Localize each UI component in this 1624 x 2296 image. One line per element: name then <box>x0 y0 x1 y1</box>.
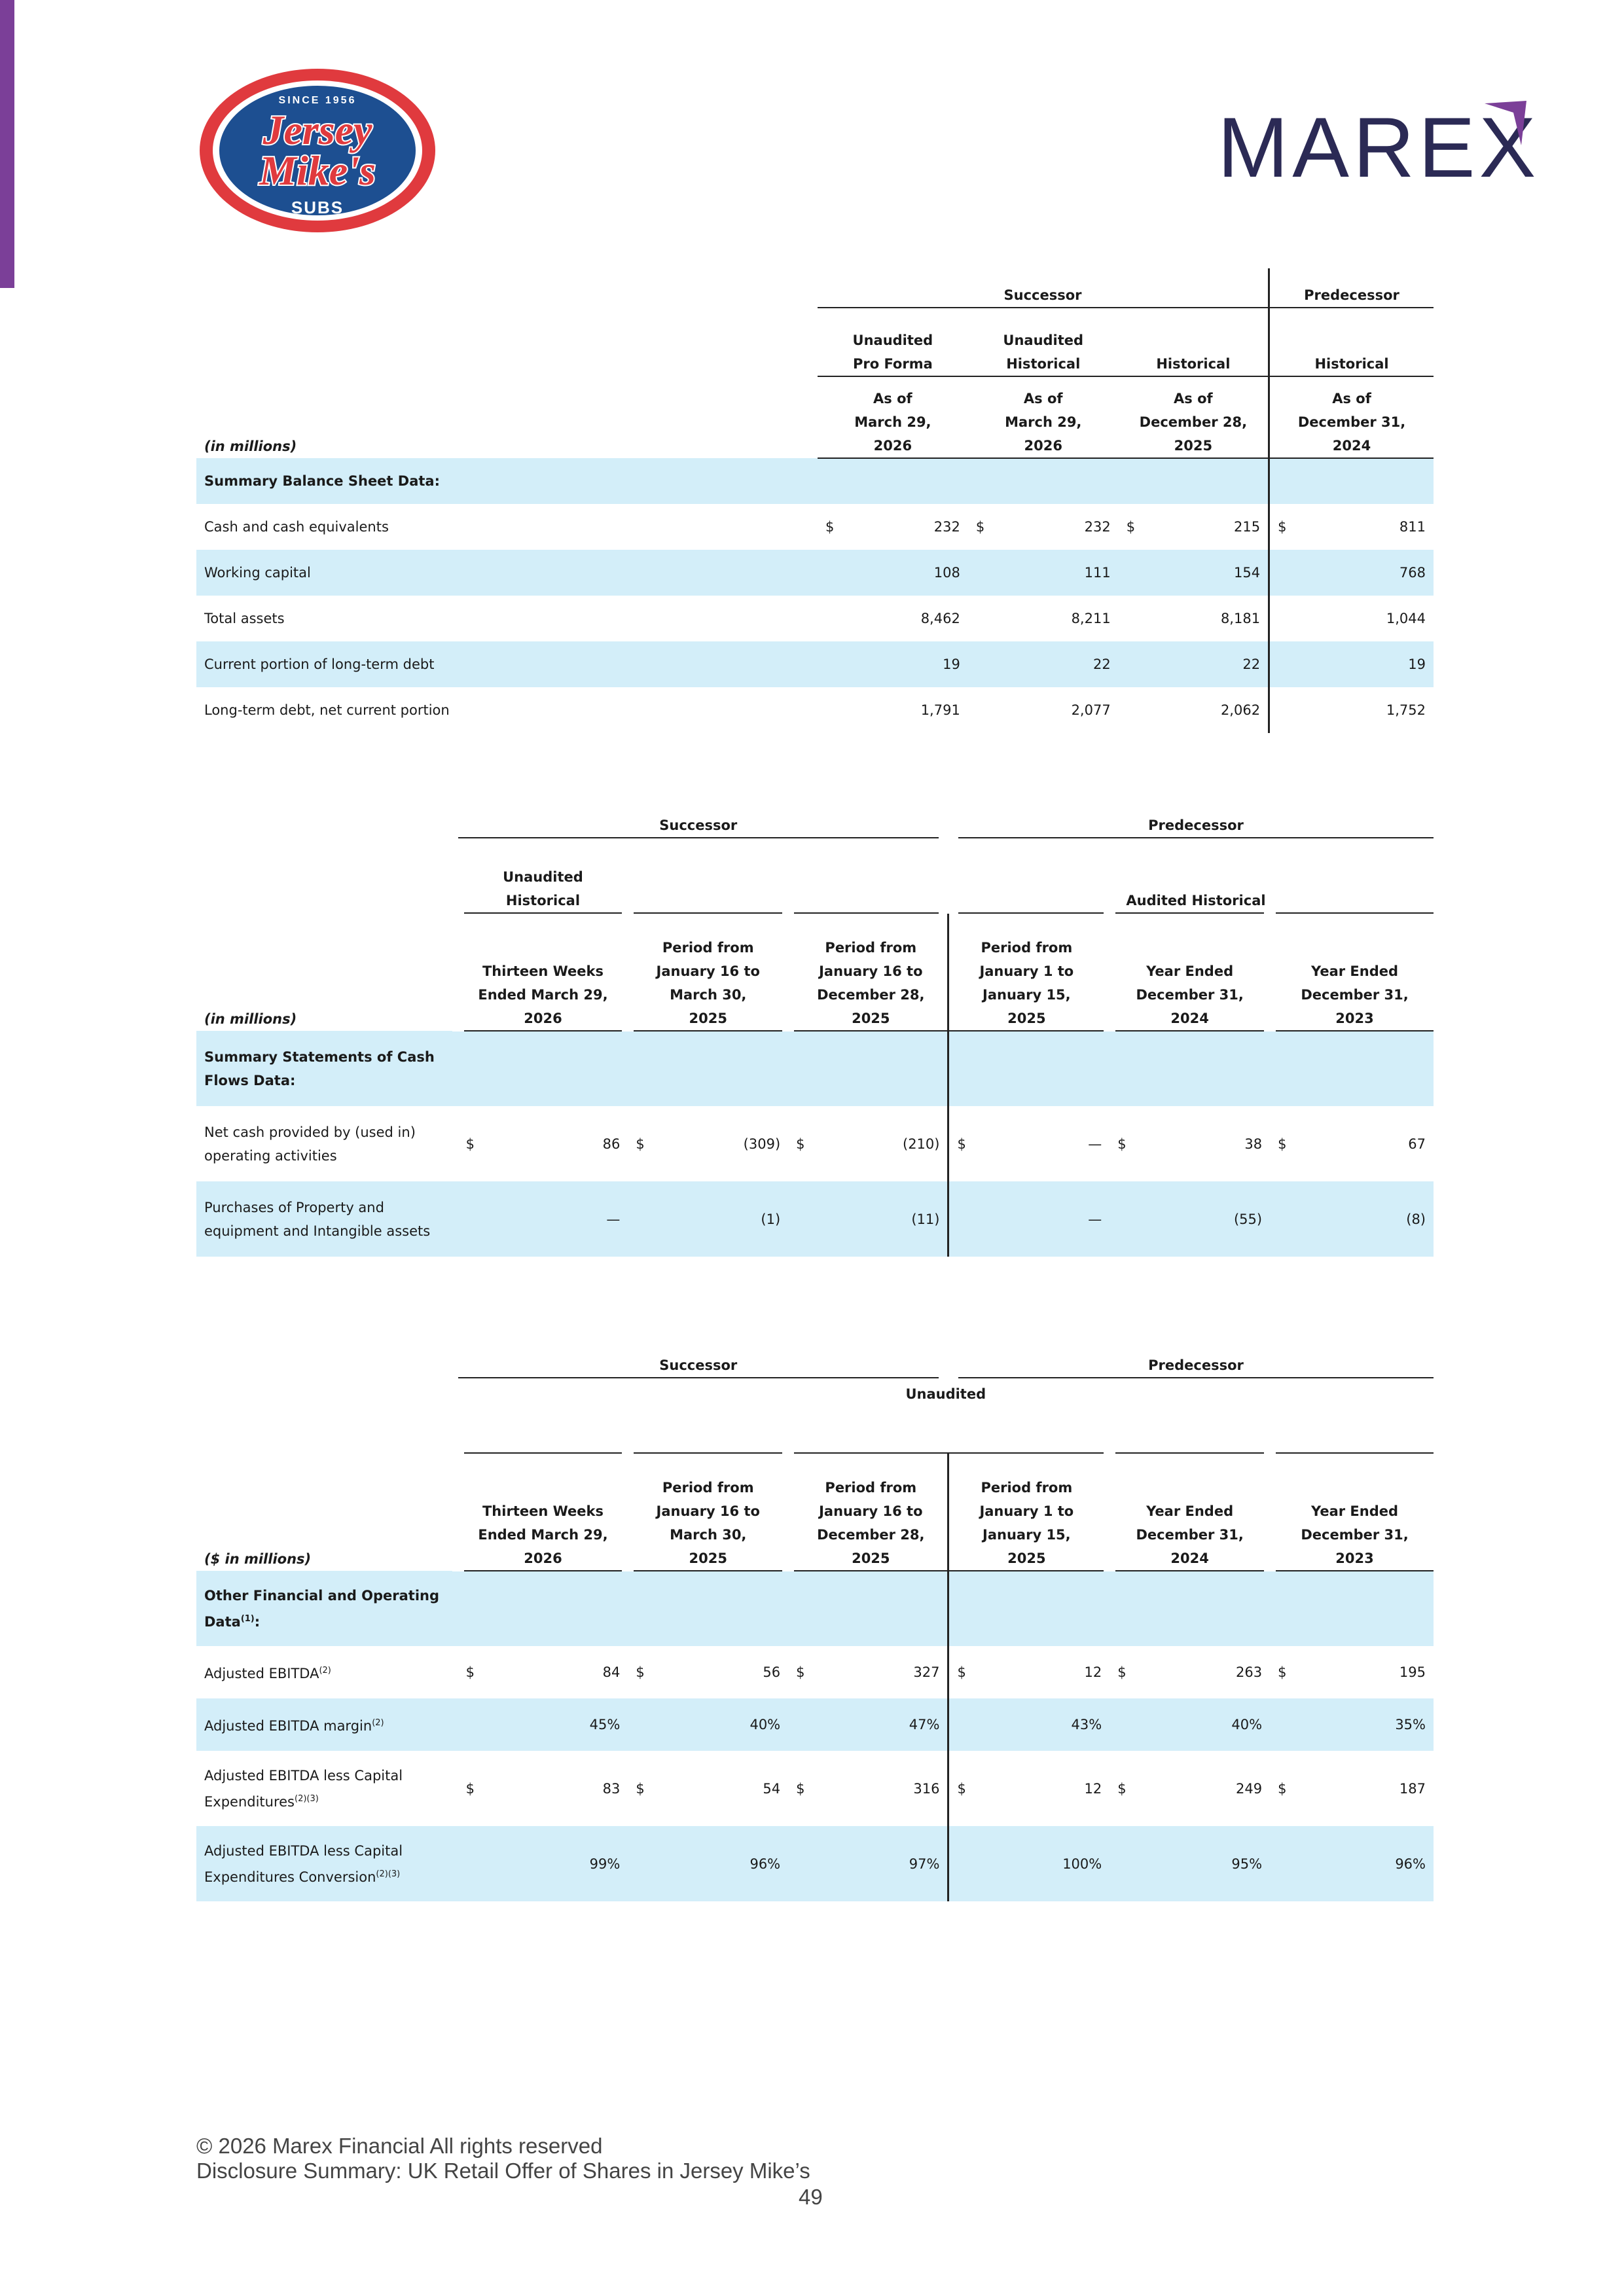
table-row <box>196 1826 1434 1901</box>
value-cell: 99% <box>478 1826 628 1901</box>
cash-flows-table <box>196 798 1434 1257</box>
value-cell: 215 <box>1233 519 1261 535</box>
column-header-row <box>196 913 1434 1031</box>
empty-cell <box>1290 458 1434 504</box>
row-label: Cash and cash equivalents <box>204 519 389 535</box>
dollar-sign: $ <box>825 519 835 535</box>
dollar-sign: $ <box>636 1780 645 1797</box>
footnote-ref: (2) <box>372 1718 384 1728</box>
empty-cell <box>788 1571 808 1646</box>
dollar-sign <box>1110 1181 1129 1257</box>
group-successor: Successor <box>818 268 1269 308</box>
value-cell: 84 <box>602 1664 621 1680</box>
type-header-row <box>196 308 1434 376</box>
value-cell: 38 <box>1244 1136 1263 1152</box>
value-cell: — <box>478 1181 628 1257</box>
table-row <box>196 1751 1434 1826</box>
jersey-mikes-logo <box>196 65 439 236</box>
dollar-sign: $ <box>1278 1664 1287 1680</box>
dollar-sign: $ <box>1269 504 1290 550</box>
empty-cell <box>808 1571 948 1646</box>
footnote-ref: (1) <box>240 1613 255 1624</box>
dollar-sign <box>948 1698 969 1751</box>
date-header-row <box>196 376 1434 458</box>
balance-sheet-table <box>196 268 1434 733</box>
row-label: Adjusted EBITDA less Capital Expenditures$^{(2)(3)}$ <box>204 1767 403 1810</box>
column-header: Period from January 16 to March 30, 2025 <box>628 913 788 1031</box>
dollar-sign <box>788 1181 808 1257</box>
value-cell: 811 <box>1399 519 1426 535</box>
spacer <box>196 1338 458 1378</box>
empty-cell <box>478 1571 628 1646</box>
value-cell: 1,791 <box>920 702 960 718</box>
group-successor: Successor <box>458 798 948 838</box>
dollar-sign: $ <box>948 1646 969 1698</box>
marex-wordmark: MAREX <box>1218 99 1540 195</box>
value-cell: 19 <box>1290 641 1434 687</box>
section-row <box>196 458 1434 504</box>
dollar-sign <box>948 1826 969 1901</box>
row-label: Adjusted EBITDA margin$^{(2)}$ <box>196 1698 458 1751</box>
subgroup-header-row <box>196 1378 1434 1453</box>
dollar-sign: $ <box>796 1136 805 1152</box>
empty-cell <box>628 1571 647 1646</box>
other-financial-table <box>196 1338 1434 1901</box>
dollar-sign <box>458 1826 478 1901</box>
spacer <box>196 268 818 308</box>
value-cell: 187 <box>1399 1780 1426 1797</box>
dollar-sign: $ <box>1117 1780 1127 1797</box>
column-header: Year Ended December 31, 2023 <box>1270 1453 1434 1571</box>
empty-cell <box>948 1031 969 1106</box>
footer <box>196 2134 810 2183</box>
empty-cell <box>647 1031 788 1106</box>
value-cell: 249 <box>1235 1780 1263 1797</box>
value-cell: — <box>969 1181 1110 1257</box>
subgroup-all: Unaudited <box>458 1378 1434 1453</box>
accent-side-bar <box>0 0 14 288</box>
empty-cell <box>458 1571 478 1646</box>
value-cell: 8,181 <box>1220 611 1261 626</box>
dollar-sign <box>968 596 988 641</box>
dollar-sign: $ <box>1278 1780 1287 1797</box>
value-cell: 263 <box>1235 1664 1263 1680</box>
table-row <box>196 550 1434 596</box>
column-header: Thirteen Weeks Ended March 29, 2026 <box>458 1453 628 1571</box>
section-row <box>196 1571 1434 1646</box>
empty-cell <box>458 1031 478 1106</box>
dollar-sign <box>1269 641 1290 687</box>
dollar-sign <box>968 687 988 733</box>
dollar-sign <box>628 1181 647 1257</box>
value-cell: 45% <box>478 1698 628 1751</box>
dollar-sign <box>948 1181 969 1257</box>
footnote-ref: (2)(3) <box>295 1793 319 1804</box>
spacer <box>196 838 458 913</box>
section-row <box>196 1031 1434 1106</box>
spacer <box>196 308 818 376</box>
dollar-sign: $ <box>796 1780 805 1797</box>
dollar-sign: $ <box>948 1751 969 1826</box>
unit-label: (in millions) <box>204 1011 297 1027</box>
column-date-header: As of December 28, 2025 <box>1119 376 1269 458</box>
dollar-sign <box>1110 1826 1129 1901</box>
section-title: Summary Balance Sheet Data: <box>196 458 818 504</box>
dollar-sign: $ <box>1117 1136 1127 1152</box>
group-predecessor: Predecessor <box>948 1338 1434 1378</box>
value-cell: 22 <box>1138 641 1269 687</box>
empty-cell <box>1290 1571 1434 1646</box>
dollar-sign <box>458 1181 478 1257</box>
dollar-sign: $ <box>636 1664 645 1680</box>
dollar-sign <box>818 550 837 596</box>
value-cell: (309) <box>743 1136 781 1152</box>
dollar-sign <box>628 1698 647 1751</box>
subgroup-predecessor: Audited Historical <box>948 838 1434 913</box>
dollar-sign: $ <box>1126 519 1136 535</box>
dollar-sign <box>1270 1181 1290 1257</box>
column-type-header: Historical <box>1269 308 1434 376</box>
value-cell: 232 <box>933 519 960 535</box>
column-date-header: As of March 29, 2026 <box>968 376 1119 458</box>
column-header: Year Ended December 31, 2024 <box>1110 1453 1270 1571</box>
row-label: Total assets <box>204 611 285 626</box>
document-title: Disclosure Summary: UK Retail Offer of Shares in Jersey Mike’s <box>196 2159 810 2183</box>
table-row <box>196 1181 1434 1257</box>
value-cell: — <box>1088 1136 1102 1152</box>
value-cell: 108 <box>837 550 968 596</box>
group-header-row <box>196 798 1434 838</box>
row-label: Adjusted EBITDA less Capital Expenditures Conversion$^{(2)(3)}$ <box>196 1826 458 1901</box>
marex-logo <box>1218 98 1540 203</box>
row-label: Working capital <box>196 550 818 596</box>
value-cell: 327 <box>913 1664 940 1680</box>
column-type-header: Unaudited Pro Forma <box>818 308 968 376</box>
value-cell: 19 <box>837 641 968 687</box>
value-cell: 2,062 <box>1220 702 1261 718</box>
table-row <box>196 687 1434 733</box>
value-cell: 12 <box>1084 1780 1102 1797</box>
row-label: Current portion of long-term debt <box>196 641 818 687</box>
table-row <box>196 641 1434 687</box>
empty-cell <box>1110 1571 1129 1646</box>
group-successor: Successor <box>458 1338 948 1378</box>
dollar-sign: $ <box>636 1136 645 1152</box>
value-cell: 56 <box>763 1664 781 1680</box>
dollar-sign: $ <box>465 1136 475 1152</box>
spacer <box>628 838 948 913</box>
table-row <box>196 1646 1434 1698</box>
empty-cell <box>948 1571 969 1646</box>
value-cell: (1) <box>647 1181 788 1257</box>
empty-cell <box>969 1571 1110 1646</box>
value-cell: 40% <box>1129 1698 1270 1751</box>
row-label: Adjusted EBITDA$^{(2)}$ <box>204 1666 331 1681</box>
row-label: Net cash provided by (used in) operating activities <box>204 1124 416 1164</box>
column-header: Year Ended December 31, 2024 <box>1110 913 1270 1031</box>
footnote-ref: (2) <box>319 1666 331 1676</box>
column-header: Period from January 1 to January 15, 2025 <box>948 1453 1110 1571</box>
unit-label: ($ in millions) <box>204 1551 312 1567</box>
table-row <box>196 1698 1434 1751</box>
dollar-sign <box>818 596 837 641</box>
dollar-sign <box>788 1698 808 1751</box>
svg-text:Mike's: Mike's <box>259 147 376 194</box>
value-cell: 316 <box>913 1780 940 1797</box>
value-cell: 67 <box>1408 1136 1426 1152</box>
dollar-sign <box>1270 1826 1290 1901</box>
empty-cell <box>628 1031 647 1106</box>
empty-cell <box>1119 458 1138 504</box>
dollar-sign <box>1119 550 1138 596</box>
page-number: 49 <box>799 2185 823 2209</box>
subgroup-header-row <box>196 838 1434 913</box>
value-cell: 83 <box>602 1780 621 1797</box>
table-row <box>196 504 1434 550</box>
copyright-text: © 2026 Marex Financial All rights reserved <box>196 2134 603 2158</box>
value-cell: 95% <box>1129 1826 1270 1901</box>
value-cell: 40% <box>647 1698 788 1751</box>
table-row <box>196 596 1434 641</box>
value-cell: 100% <box>969 1826 1110 1901</box>
value-cell: 47% <box>808 1698 948 1751</box>
dollar-sign: $ <box>975 519 985 535</box>
dollar-sign <box>968 641 988 687</box>
row-label: Purchases of Property and equipment and Intangible assets <box>196 1181 458 1257</box>
svg-text:SUBS: SUBS <box>291 198 344 217</box>
column-date-header: As of December 31, 2024 <box>1269 376 1434 458</box>
value-cell: 43% <box>969 1698 1110 1751</box>
dollar-sign: $ <box>796 1664 805 1680</box>
dollar-sign: $ <box>1117 1664 1127 1680</box>
value-cell: 96% <box>647 1826 788 1901</box>
column-date-header: As of March 29, 2026 <box>818 376 968 458</box>
value-cell: 12 <box>1084 1664 1102 1680</box>
dollar-sign <box>1269 687 1290 733</box>
column-header: Period from January 16 to March 30, 2025 <box>628 1453 788 1571</box>
dollar-sign: $ <box>465 1664 475 1680</box>
value-cell: 195 <box>1399 1664 1426 1680</box>
column-type-header: Historical <box>1119 308 1269 376</box>
empty-cell <box>837 458 968 504</box>
empty-cell <box>1110 1031 1129 1106</box>
dollar-sign <box>1269 596 1290 641</box>
subgroup-successor: Unaudited Historical <box>458 838 628 913</box>
value-cell: (8) <box>1290 1181 1434 1257</box>
column-type-header: Unaudited Historical <box>968 308 1119 376</box>
dollar-sign <box>1270 1698 1290 1751</box>
value-cell: 232 <box>1084 519 1111 535</box>
section-title: Other Financial and Operating Data$^{(1)}$: <box>196 1571 458 1646</box>
dollar-sign: $ <box>948 1106 969 1181</box>
dollar-sign: $ <box>465 1780 475 1797</box>
dollar-sign <box>1119 687 1138 733</box>
value-cell: 8,211 <box>1071 611 1111 626</box>
empty-cell <box>818 458 837 504</box>
empty-cell <box>1270 1031 1290 1106</box>
empty-cell <box>1290 1031 1434 1106</box>
value-cell: (55) <box>1129 1181 1270 1257</box>
empty-cell <box>1129 1031 1270 1106</box>
dollar-sign <box>788 1826 808 1901</box>
group-header-row <box>196 268 1434 308</box>
empty-cell <box>988 458 1119 504</box>
empty-cell <box>1269 458 1290 504</box>
column-header: Thirteen Weeks Ended March 29, 2026 <box>458 913 628 1031</box>
table-row <box>196 1106 1434 1181</box>
svg-text:SINCE 1956: SINCE 1956 <box>278 95 357 106</box>
value-cell: 35% <box>1290 1698 1434 1751</box>
value-cell: 111 <box>988 550 1119 596</box>
dollar-sign <box>1269 550 1290 596</box>
column-header: Period from January 16 to December 28, 2025 <box>788 913 948 1031</box>
value-cell: 97% <box>808 1826 948 1901</box>
value-cell: 2,077 <box>1071 702 1111 718</box>
section-title: Summary Statements of Cash Flows Data: <box>196 1031 458 1106</box>
dollar-sign <box>968 550 988 596</box>
value-cell: (11) <box>808 1181 948 1257</box>
group-header-row <box>196 1338 1434 1378</box>
empty-cell <box>968 458 988 504</box>
dollar-sign <box>458 1698 478 1751</box>
dollar-sign <box>1119 641 1138 687</box>
group-predecessor: Predecessor <box>948 798 1434 838</box>
empty-cell <box>647 1571 788 1646</box>
group-predecessor: Predecessor <box>1269 268 1434 308</box>
column-header: Period from January 1 to January 15, 2025 <box>948 913 1110 1031</box>
empty-cell <box>788 1031 808 1106</box>
column-header: Period from January 16 to December 28, 2025 <box>788 1453 948 1571</box>
empty-cell <box>478 1031 628 1106</box>
value-cell: 54 <box>763 1780 781 1797</box>
dollar-sign <box>628 1826 647 1901</box>
spacer <box>196 1378 458 1453</box>
column-header: Year Ended December 31, 2023 <box>1270 913 1434 1031</box>
value-cell: 154 <box>1138 550 1269 596</box>
value-cell: 768 <box>1290 550 1434 596</box>
dollar-sign: $ <box>1278 1136 1287 1152</box>
value-cell: (210) <box>903 1136 940 1152</box>
empty-cell <box>1129 1571 1270 1646</box>
dollar-sign <box>1119 596 1138 641</box>
footnote-ref: (2)(3) <box>376 1869 401 1879</box>
dollar-sign <box>818 687 837 733</box>
empty-cell <box>969 1031 1110 1106</box>
value-cell: 1,752 <box>1386 702 1426 718</box>
svg-text:Jersey: Jersey <box>262 107 372 153</box>
dollar-sign <box>818 641 837 687</box>
marex-triangle-icon <box>1479 98 1532 151</box>
value-cell: 1,044 <box>1386 611 1426 626</box>
column-header-row <box>196 1453 1434 1571</box>
value-cell: 86 <box>602 1136 621 1152</box>
value-cell: 22 <box>988 641 1119 687</box>
dollar-sign <box>1110 1698 1129 1751</box>
row-label: Long-term debt, net current portion <box>204 702 450 718</box>
spacer <box>196 798 458 838</box>
value-cell: 96% <box>1290 1826 1434 1901</box>
empty-cell <box>1270 1571 1290 1646</box>
empty-cell <box>1138 458 1269 504</box>
value-cell: 8,462 <box>920 611 960 626</box>
unit-label: (in millions) <box>204 439 297 454</box>
empty-cell <box>808 1031 948 1106</box>
